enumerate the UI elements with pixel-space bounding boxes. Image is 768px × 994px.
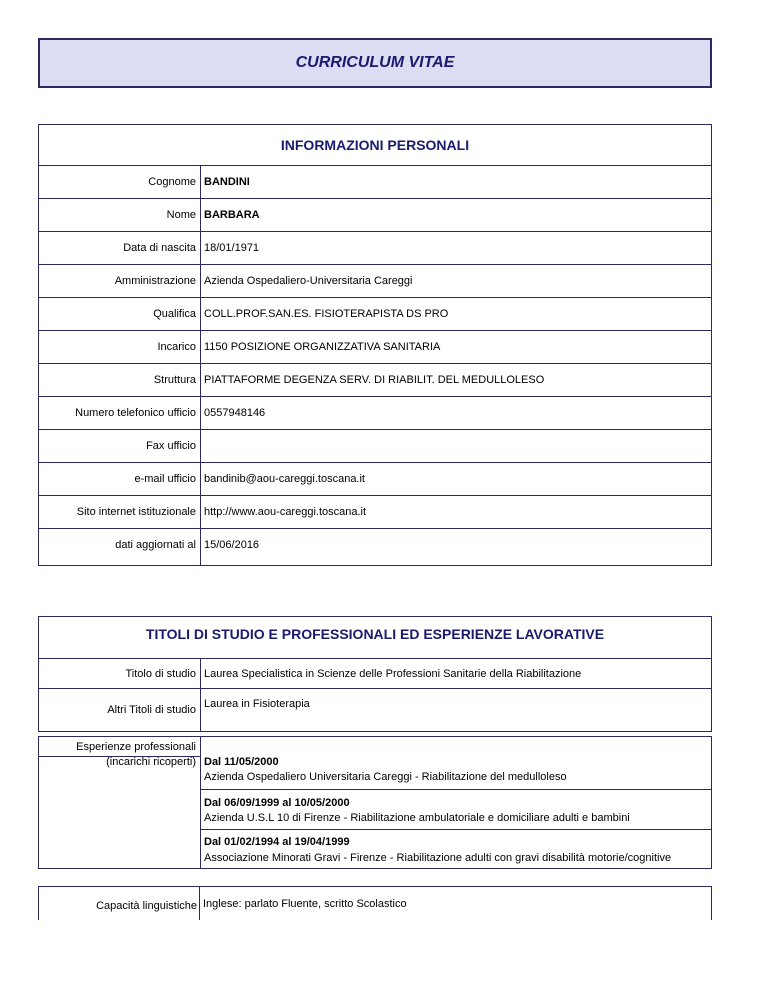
language-section [38, 886, 712, 920]
studies-heading: TITOLI DI STUDIO E PROFESSIONALI ED ESPERIENZE LAVORATIVE [145, 626, 605, 642]
titolo-value: Laurea Specialistica in Scienze delle Professioni Sanitarie della Riabilitazione [204, 668, 582, 680]
row-value: 0557948146 [204, 407, 266, 419]
experience-desc: Azienda Ospedaliero Universitaria Careggi - Riabilitazione del medulloleso [204, 771, 567, 783]
row-value: BARBARA [204, 209, 260, 221]
row-email [39, 462, 711, 495]
altri-titoli-value: Laurea in Fisioterapia [204, 698, 310, 710]
row-label: e-mail ufficio [134, 473, 196, 485]
altri-titoli-label: Altri Titoli di studio [107, 704, 196, 716]
row-nome [39, 198, 711, 231]
left-border [38, 886, 39, 920]
row-label: dati aggiornati al [115, 539, 196, 551]
row-value: COLL.PROF.SAN.ES. FISIOTERAPISTA DS PRO [204, 308, 449, 320]
row-label: Struttura [153, 374, 196, 386]
row-label: Amministrazione [114, 275, 196, 287]
row-qualifica [39, 297, 711, 330]
row-value: 1150 POSIZIONE ORGANIZZATIVA SANITARIA [204, 341, 441, 353]
lingue-value: Inglese: parlato Fluente, scritto Scolastico [203, 898, 407, 910]
row-aggiornati [39, 528, 711, 561]
esperienze-sublabel: (incarichi ricoperti) [106, 756, 196, 768]
row-value: Azienda Ospedaliero-Universitaria Careggi [204, 275, 413, 287]
personal-info-section [38, 124, 712, 566]
row-label: Cognome [148, 176, 196, 188]
personal-rows [39, 165, 711, 565]
row-label: Nome [166, 209, 196, 221]
row-label: Numero telefonico ufficio [75, 407, 196, 419]
row-value: http://www.aou-careggi.toscana.it [204, 506, 367, 518]
divider [200, 789, 711, 790]
row-value: bandinib@aou-careggi.toscana.it [204, 473, 365, 485]
divider [39, 658, 711, 659]
divider [38, 886, 712, 887]
row-fax [39, 429, 711, 462]
row-telefono [39, 396, 711, 429]
row-label: Fax ufficio [146, 440, 196, 452]
experience-period: Dal 01/02/1994 al 19/04/1999 [204, 836, 350, 848]
divider [200, 829, 711, 830]
experience-desc: Associazione Minorati Gravi - Firenze - Riabilitazione adulti con gravi disabilità motorie/cognitive [204, 852, 672, 864]
column-divider [200, 658, 201, 731]
row-struttura [39, 363, 711, 396]
esperienze-label: Esperienze professionali [76, 741, 196, 753]
experience-period: Dal 06/09/1999 al 10/05/2000 [204, 797, 350, 809]
row-label: Sito internet istituzionale [76, 506, 196, 518]
row-value: BANDINI [204, 176, 250, 188]
row-label: Incarico [157, 341, 196, 353]
row-incarico [39, 330, 711, 363]
row-label: Data di nascita [123, 242, 196, 254]
row-sito [39, 495, 711, 528]
row-cognome [39, 165, 711, 198]
divider [39, 688, 711, 689]
column-divider [199, 886, 200, 920]
cv-title: CURRICULUM VITAE [295, 54, 455, 71]
row-value: 15/06/2016 [204, 539, 260, 551]
studies-section [38, 616, 712, 732]
experience-desc: Azienda U.S.L 10 di Firenze - Riabilitazione ambulatoriale e domiciliare adulti e bambini [204, 812, 630, 824]
experience-period: Dal 11/05/2000 [204, 756, 279, 768]
personal-info-heading: INFORMAZIONI PERSONALI [280, 137, 470, 153]
row-value: PIATTAFORME DEGENZA SERV. DI RIABILIT. DEL MEDULLOLESO [204, 374, 545, 386]
column-divider [200, 737, 201, 868]
row-label: Qualifica [153, 308, 196, 320]
right-border [711, 886, 712, 920]
lingue-label: Capacità linguistiche [96, 900, 197, 912]
row-amministrazione [39, 264, 711, 297]
experience-section [38, 736, 712, 869]
cv-title-box [38, 38, 712, 88]
row-value: 18/01/1971 [204, 242, 260, 254]
titolo-label: Titolo di studio [125, 668, 196, 680]
row-data-nascita [39, 231, 711, 264]
